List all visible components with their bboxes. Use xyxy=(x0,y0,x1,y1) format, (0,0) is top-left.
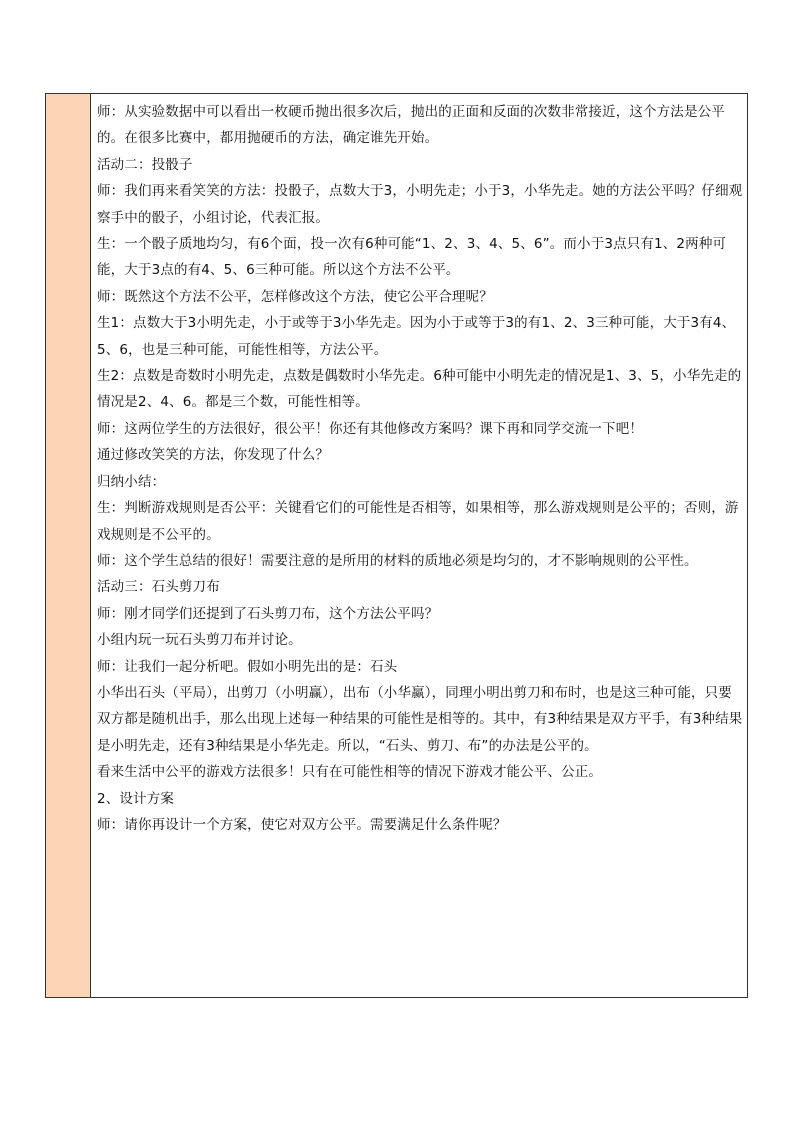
lesson-content-cell xyxy=(91,94,747,997)
paragraph-11: 生：判断游戏规则是否公平：关键看它们的可能性是否相等，如果相等，那么游戏规则是公平的；否则，游戏规则是不公平的。 xyxy=(97,500,739,543)
paragraph-19: 2、设计方案 xyxy=(97,790,174,807)
paragraph-6: 生1：点数大于3小明先走，小于或等于3小华先走。因为小于或等于3的有1、2、3三种可能，大于3有4、5、6，也是三种可能，可能性相等，方法公平。 xyxy=(97,315,736,358)
paragraph-1: 师：从实验数据中可以看出一枚硬币抛出很多次后，抛出的正面和反面的次数非常接近，这个方法是公平的。在很多比赛中，都用抛硬币的方法，确定谁先开始。 xyxy=(97,104,725,147)
paragraph-18: 看来生活中公平的游戏方法很多！只有在可能性相等的情况下游戏才能公平、公正。 xyxy=(97,764,603,781)
paragraph-14: 师：刚才同学们还提到了石头剪刀布，这个方法公平吗？ xyxy=(97,605,439,622)
paragraph-16: 师：让我们一起分析吧。假如小明先出的是：石头 xyxy=(97,658,398,675)
paragraph-9: 通过修改笑笑的方法，你发现了什么？ xyxy=(97,447,330,464)
paragraph-5: 师：既然这个方法不公平，怎样修改这个方法，使它公平合理呢？ xyxy=(97,288,493,305)
paragraph-3: 师：我们再来看笑笑的方法：投骰子，点数大于3，小明先走；小于3，小华先走。她的方法公平吗？仔细观察手中的骰子，小组讨论，代表汇报。 xyxy=(97,183,743,226)
paragraph-2: 活动二：投骰子 xyxy=(97,156,193,173)
side-label-cell xyxy=(46,94,91,997)
paragraph-17: 小华出石头（平局），出剪刀（小明赢），出布（小华赢），同理小明出剪刀和布时，也是这三种可能，只要双方都是随机出手，那么出现上述每一种结果的可能性是相等的。其中，有3种结果是双方平手，有3种结果是小明先走，还有3种结果是小华先走。所以，“石头、剪刀、布”的办法是公平的。 xyxy=(97,684,743,754)
paragraph-7: 生2：点数是奇数时小明先走，点数是偶数时小华先走。6种可能中小明先走的情况是1、3、5，小华先走的情况是2、4、6。都是三个数，可能性相等。 xyxy=(97,368,742,411)
paragraph-20: 师：请你再设计一个方案，使它对双方公平。需要满足什么条件呢？ xyxy=(97,816,507,833)
paragraph-8: 师：这两位学生的方法很好，很公平！你还有其他修改方案吗？课下再和同学交流一下吧！ xyxy=(97,420,643,437)
lesson-table xyxy=(45,93,748,998)
paragraph-10: 归纳小结： xyxy=(97,473,166,490)
paragraph-13: 活动三：石头剪刀布 xyxy=(97,579,220,596)
paragraph-15: 小组内玩一玩石头剪刀布并讨论。 xyxy=(97,632,302,649)
paragraph-12: 师：这个学生总结的很好！需要注意的是所用的材料的质地必须是均匀的，才不影响规则的公平性。 xyxy=(97,552,698,569)
paragraph-4: 生：一个骰子质地均匀，有6个面，投一次有6种可能“1、2、3、4、5、6”。而小于3点只有1、2两种可能，大于3点的有4、5、6三种可能。所以这个方法不公平。 xyxy=(97,236,727,279)
